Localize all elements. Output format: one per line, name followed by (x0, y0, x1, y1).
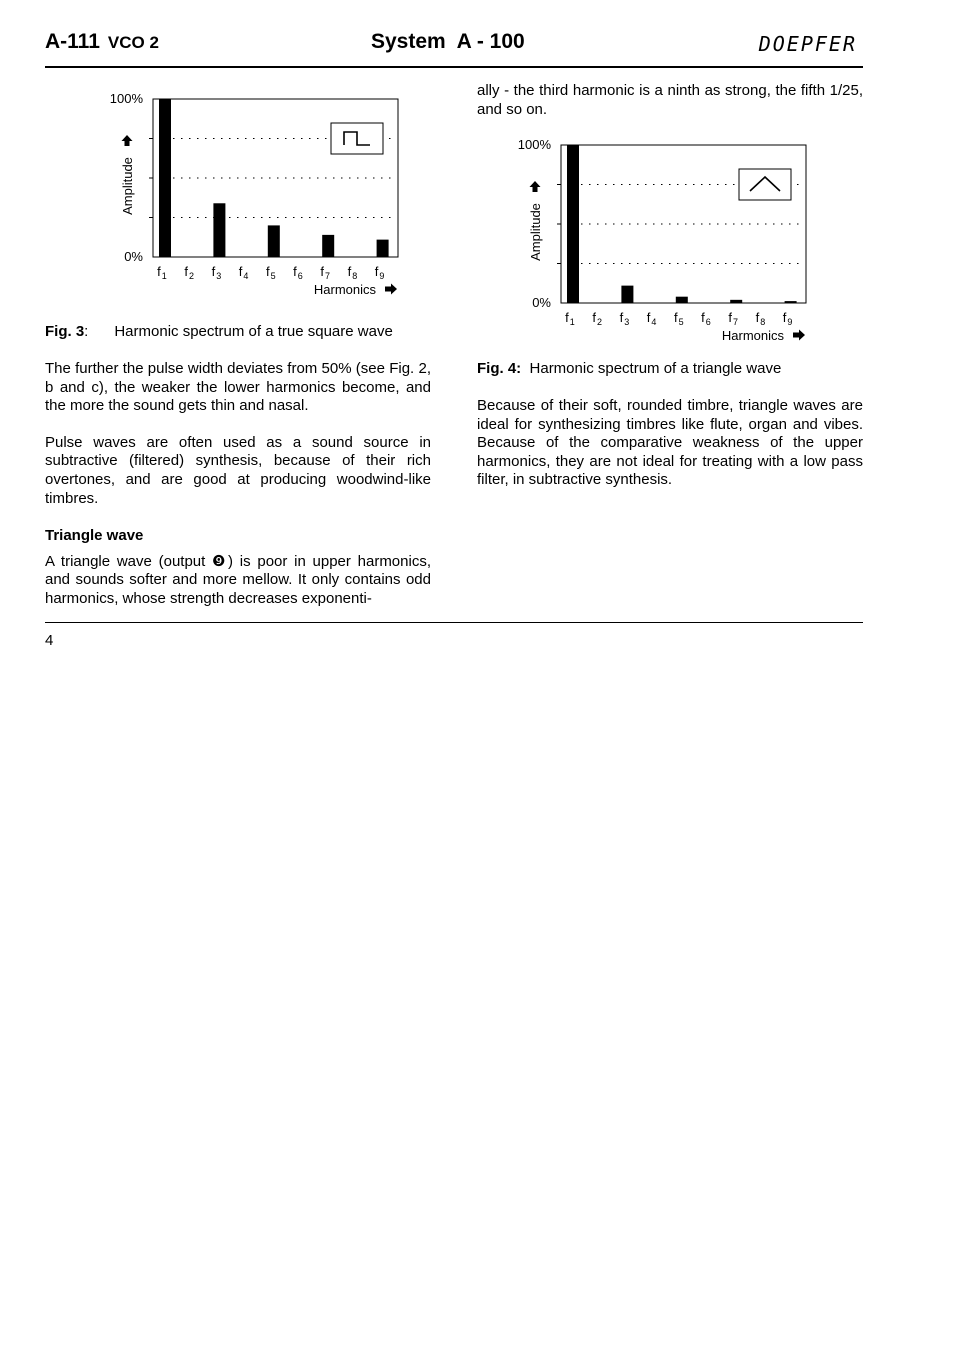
y-tick-label-top: 100% (109, 91, 143, 106)
x-tick-label-f9: $f_9$ (374, 264, 385, 281)
right-arrow-icon (793, 330, 805, 341)
x-tick-label-f9: $f_9$ (782, 310, 793, 327)
x-tick-label-f6: $f_6$ (293, 264, 303, 281)
x-tick-label-f5: $f_5$ (265, 264, 276, 281)
x-tick-label-f3: $f_3$ (619, 310, 630, 327)
section-heading-triangle: Triangle wave (45, 527, 144, 545)
up-arrow-icon (530, 181, 541, 192)
y-tick-label-top: 100% (517, 137, 551, 152)
x-tick-label-f1: $f_1$ (565, 310, 575, 327)
paragraph-pulse-waves: Pulse waves are often used as a sound source in subtractive (filtered) synthesis, because of their rich overtones, and are good at producing woodwind-like timbres. (45, 433, 431, 507)
fig3-chart (105, 88, 405, 303)
paragraph-triangle-intro: A triangle wave (output ❾) is poor in upper harmonics, and sounds softer and more mellow. It only contains odd harmonics, whose strength decreases exponenti- (45, 552, 431, 607)
x-tick-label-f5: $f_5$ (673, 310, 684, 327)
header-brand-logo: DOEPFER (758, 32, 857, 56)
bar-f3 (213, 203, 225, 257)
bar-f5 (268, 225, 280, 257)
x-tick-label-f4: $f_4$ (646, 310, 657, 327)
x-axis-label: Harmonics (313, 282, 376, 297)
paragraph-pulse-width: The further the pulse width deviates from 50% (see Fig. 2, b and c), the weaker the lower harmonics become, and the more the sound gets thin and nasal. (45, 360, 431, 415)
header-system-title: System A - 100 (371, 30, 525, 53)
y-axis-label: Amplitude (528, 203, 543, 261)
header-subtitle: VCO 2 (107, 33, 159, 52)
waveform-icon-box (739, 169, 791, 200)
bar-f5 (676, 297, 688, 303)
bar-f7 (730, 300, 742, 303)
header-model-block (45, 30, 159, 54)
x-tick-label-f8: $f_8$ (755, 310, 766, 327)
y-axis-label: Amplitude (120, 157, 135, 215)
bar-f9 (785, 301, 797, 303)
x-tick-label-f2: $f_2$ (184, 264, 195, 281)
fig4-caption (477, 360, 781, 377)
fig3-caption-text: Harmonic spectrum of a true square wave (114, 323, 393, 340)
x-axis-label: Harmonics (721, 328, 784, 343)
y-tick-label-bottom: 0% (124, 249, 143, 264)
bar-f9 (377, 240, 389, 257)
x-tick-label-f7: $f_7$ (728, 310, 739, 327)
x-tick-label-f3: $f_3$ (211, 264, 222, 281)
y-tick-label-bottom: 0% (532, 295, 551, 310)
bar-f1 (567, 145, 579, 303)
bar-f3 (621, 286, 633, 303)
fig4-caption-label: Fig. 4: (477, 360, 522, 377)
right-column-text (477, 397, 863, 490)
paragraph-triangle-uses: Because of their soft, rounded timbre, triangle waves are ideal for synthesizing timbres like flute, organ and vibes. Because of the comparative weakness of the upper harmonics, they are not ideal for treating with a low pass filter, in subtractive synthesis. (477, 397, 863, 489)
x-tick-label-f4: $f_4$ (238, 264, 249, 281)
x-tick-label-f7: $f_7$ (320, 264, 331, 281)
header-model: A-111 (45, 30, 100, 53)
page-header (45, 28, 863, 68)
footer-rule (45, 622, 863, 623)
x-tick-label-f6: $f_6$ (701, 310, 711, 327)
right-arrow-icon (385, 284, 397, 295)
paragraph-continuation: ally - the third harmonic is a ninth as strong, the fifth 1/25, and so on. (477, 82, 863, 118)
fig3-caption-colon: : (84, 323, 89, 340)
bar-f1 (159, 99, 171, 257)
up-arrow-icon (122, 135, 133, 146)
fig3-caption (45, 323, 393, 340)
fig4-chart (513, 134, 813, 349)
left-column-text (45, 360, 431, 609)
fig3-caption-label: Fig. 3 (45, 323, 85, 340)
x-tick-label-f2: $f_2$ (592, 310, 603, 327)
page-number: 4 (45, 632, 54, 649)
fig4-caption-text: Harmonic spectrum of a triangle wave (529, 360, 782, 377)
right-column-continuation (477, 82, 863, 119)
x-tick-label-f1: $f_1$ (157, 264, 167, 281)
bar-f7 (322, 235, 334, 257)
x-tick-label-f8: $f_8$ (347, 264, 358, 281)
